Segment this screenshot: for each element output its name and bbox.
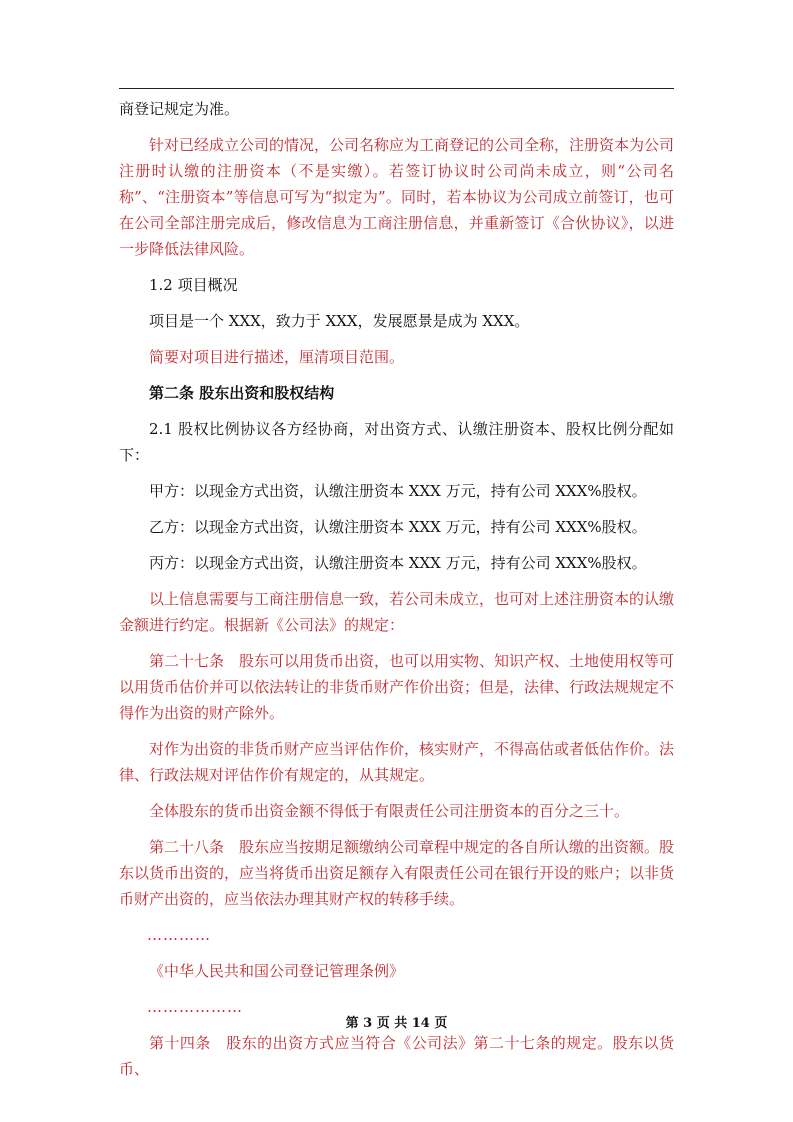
note-project-scope: 简要对项目进行描述，厘清项目范围。 [149,348,405,366]
section-heading-1-2: 1.2 项目概况 [149,276,238,294]
ellipsis-2: ……………… [147,998,243,1016]
party-a-contribution: 甲方：以现金方式出资，认缴注册资本 XXX 万元，持有公司 XXX%股权。 [149,482,647,500]
article-2-heading: 第二条 股东出资和股权结构 [149,384,335,402]
law-article-28: 第二十八条 股东应当按期足额缴纳公司章程中规定的各自所认缴的出资额。股东以货币出资的，应当将货币出资足额存入有限责任公司在银行开设的账户；以非货币财产出资的，应当依法办理其财产权的转移手续。 [119,838,675,908]
ellipsis-1: ………… [147,926,211,944]
law-article-27-minimum: 全体股东的货币出资金额不得低于有限责任公司注册资本的百分之三十。 [149,802,630,820]
page-number-footer: 第 3 页 共 14 页 [345,1016,448,1031]
law-article-27-valuation: 对作为出资的非货币财产应当评估作价，核实财产，不得高估或者低估作价。法律、行政法规对评估作价有规定的，从其规定。 [119,740,675,784]
document-body [119,96,674,1092]
header-rule [119,88,674,89]
regulation-title: 《中华人民共和国公司登记管理条例》 [149,962,405,980]
party-c-contribution: 丙方：以现金方式出资，认缴注册资本 XXX 万元，持有公司 XXX%股权。 [149,554,647,572]
note-company-name: 针对已经成立公司的情况，公司名称应为工商登记的公司全称，注册资本为公司注册时认缴的注册资本（不是实缴）。若签订协议时公司尚未成立，则“公司名称”、“注册资本”等信息可写为“拟定为”。同时，若本协议为公司成立前签订，也可在公司全部注册完成后，修改信息为工商注册信息，并重新签订《合伙协议》，以进一步降低法律风险。 [119,136,675,258]
party-b-contribution: 乙方：以现金方式出资，认缴注册资本 XXX 万元，持有公司 XXX%股权。 [149,518,647,536]
note-registration-consistency: 以上信息需要与工商注册信息一致，若公司未成立，也可对上述注册资本的认缴金额进行约定。根据新《公司法》的规定： [119,590,675,634]
paragraph-continuation: 商登记规定为准。 [119,100,240,118]
regulation-article-14: 第十四条 股东的出资方式应当符合《公司法》第二十七条的规定。股东以货币、 [119,1034,674,1078]
law-article-27: 第二十七条 股东可以用货币出资，也可以用实物、知识产权、土地使用权等可以用货币估价并可以依法转让的非货币财产作价出资；但是，法律、行政法规规定不得作为出资的财产除外。 [119,652,675,722]
project-description: 项目是一个 XXX，致力于 XXX，发展愿景是成为 XXX。 [149,312,530,330]
equity-ratio-clause: 2.1 股权比例协议各方经协商，对出资方式、认缴注册资本、股权比例分配如下： [119,420,674,464]
